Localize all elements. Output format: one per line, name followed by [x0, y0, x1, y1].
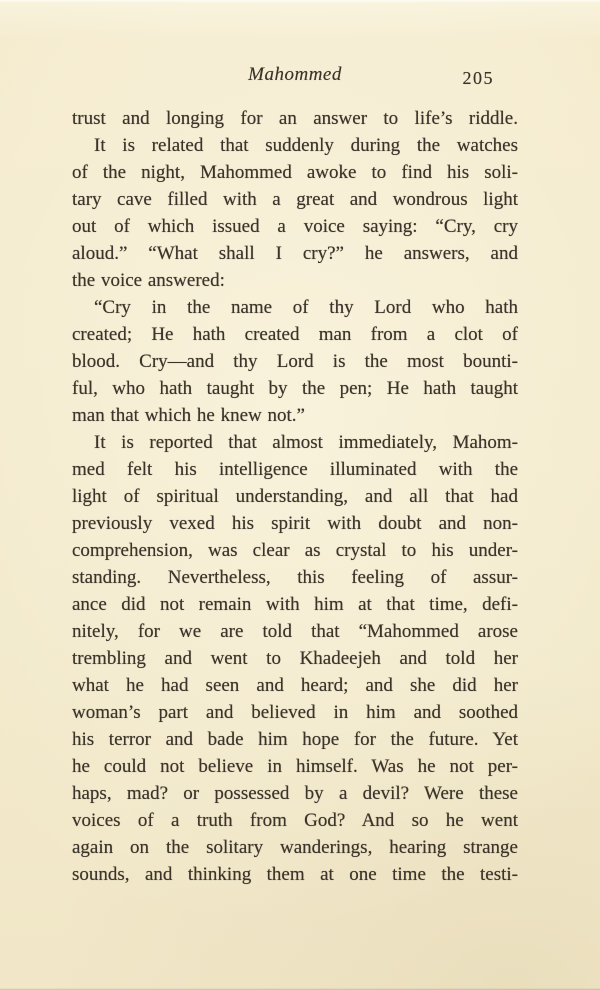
text-line: ful, who hath taught by the pen; He hath taught	[72, 378, 518, 399]
text-line: It is reported that almost immediately, Mahom-	[94, 432, 518, 453]
text-line: again on the solitary wanderings, hearing strange	[72, 837, 518, 858]
text-line: voices of a truth from God? And so he went	[72, 810, 518, 831]
text-line: tary cave filled with a great and wondrous light	[72, 189, 518, 210]
text-line: light of spiritual understanding, and all that had	[72, 486, 518, 507]
text-line: woman’s part and believed in him and soothed	[72, 702, 518, 723]
text-line: blood. Cry—and thy Lord is the most bounti-	[72, 351, 518, 372]
text-line: trembling and went to Khadeejeh and told her	[72, 648, 518, 669]
text-line: he could not believe in himself. Was he not per-	[72, 756, 518, 777]
text-line: man that which he knew not.”	[72, 405, 305, 426]
text-line: nitely, for we are told that “Mahommed arose	[72, 621, 518, 642]
text-line: of the night, Mahommed awoke to find his soli-	[72, 162, 518, 183]
text-line: aloud.” “What shall I cry?” he answers, and	[72, 243, 518, 264]
text-line: what he had seen and heard; and she did her	[72, 675, 518, 696]
page-number: 205	[462, 68, 494, 88]
running-header	[72, 64, 518, 94]
text-line: sounds, and thinking them at one time the testi-	[72, 864, 518, 885]
text-line: the voice answered:	[72, 270, 225, 291]
text-line: haps, mad? or possessed by a devil? Were these	[72, 783, 518, 804]
text-line: his terror and bade him hope for the future. Yet	[72, 729, 518, 750]
text-block	[72, 105, 518, 888]
text-line: “Cry in the name of thy Lord who hath	[94, 297, 518, 318]
text-line: out of which issued a voice saying: “Cry, cry	[72, 216, 518, 237]
text-line: created; He hath created man from a clot of	[72, 324, 518, 345]
text-line: It is related that suddenly during the watches	[94, 135, 518, 156]
text-line: comprehension, was clear as crystal to his under-	[72, 540, 518, 561]
text-line: trust and longing for an answer to life’s riddle.	[72, 108, 518, 129]
text-line: previously vexed his spirit with doubt and non-	[72, 513, 518, 534]
text-line: med felt his intelligence illuminated with the	[72, 459, 518, 480]
running-header-title: Mahommed	[248, 64, 342, 85]
text-line: ance did not remain with him at that time, defi-	[72, 594, 518, 615]
text-line: standing. Nevertheless, this feeling of assur-	[72, 567, 518, 588]
